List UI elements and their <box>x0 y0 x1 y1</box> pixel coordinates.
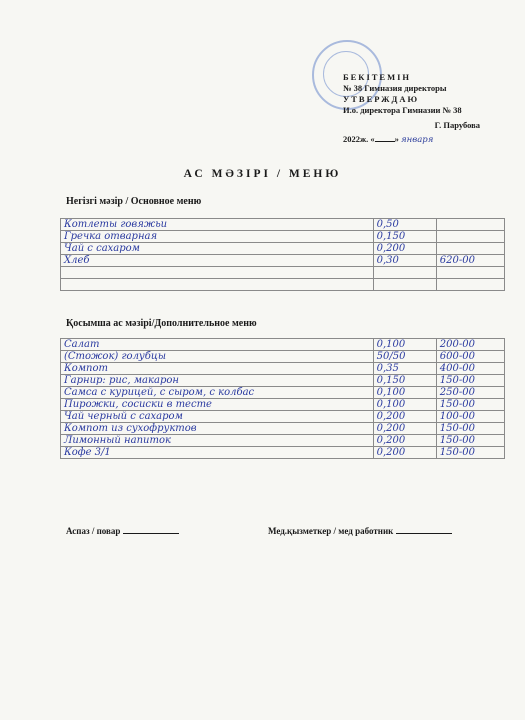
dish-qty: 0,200 <box>373 243 436 255</box>
medic-signature <box>268 526 452 536</box>
table-row <box>61 351 505 363</box>
table-row <box>61 435 505 447</box>
dish-qty <box>373 267 436 279</box>
dish-price: 150-00 <box>436 447 504 459</box>
dish-name: Хлеб <box>61 255 374 267</box>
table-row <box>61 279 505 291</box>
dish-qty: 0,200 <box>373 447 436 459</box>
table-row <box>61 243 505 255</box>
table-row <box>61 255 505 267</box>
table-row <box>61 219 505 231</box>
dish-price: 400-00 <box>436 363 504 375</box>
dish-qty: 0,100 <box>373 339 436 351</box>
dish-price: 150-00 <box>436 435 504 447</box>
approval-date <box>343 134 518 146</box>
table-row <box>61 423 505 435</box>
dish-qty: 0,100 <box>373 399 436 411</box>
medic-label: Мед.қызметкер / мед работник <box>268 526 394 536</box>
dish-qty: 0,200 <box>373 423 436 435</box>
approval-line-1: № 38 Гимназия директоры <box>343 83 447 93</box>
table-row <box>61 387 505 399</box>
dish-price: 150-00 <box>436 423 504 435</box>
date-month: января <box>401 135 434 145</box>
medic-signature-line <box>396 533 452 534</box>
dish-name: Чай черный с сахаром <box>61 411 374 423</box>
dish-name: Салат <box>61 339 374 351</box>
dish-qty: 0,100 <box>373 387 436 399</box>
dish-price: 100-00 <box>436 411 504 423</box>
cook-label: Аспаз / повар <box>66 526 121 536</box>
table-row <box>61 267 505 279</box>
dish-price: 200-00 <box>436 339 504 351</box>
dish-price: 150-00 <box>436 375 504 387</box>
dish-price: 620-00 <box>436 255 504 267</box>
page-title: АС МӘЗІРІ / МЕНЮ <box>183 168 342 180</box>
dish-price <box>436 267 504 279</box>
dish-qty: 0,200 <box>373 411 436 423</box>
cook-signature-line <box>123 533 179 534</box>
dish-name <box>61 279 374 291</box>
dish-price <box>436 243 504 255</box>
dish-qty: 0,50 <box>373 219 436 231</box>
dish-name: Гарнир: рис, макарон <box>61 375 374 387</box>
dish-name: Чай с сахаром <box>61 243 374 255</box>
date-mid: » <box>394 134 399 144</box>
dish-qty: 50/50 <box>373 351 436 363</box>
table-row <box>61 399 505 411</box>
dish-name <box>61 267 374 279</box>
dish-name: Компот <box>61 363 374 375</box>
dish-price: 600-00 <box>436 351 504 363</box>
cook-signature <box>66 526 179 536</box>
dish-name: Компот из сухофруктов <box>61 423 374 435</box>
approval-header: БЕКІТЕМІН <box>343 72 412 82</box>
approval-line-2: УТВЕРЖДАЮ <box>343 94 420 104</box>
approval-line-3: И.о. директора Гимназии № 38 <box>343 105 462 115</box>
table-row <box>61 375 505 387</box>
dish-name: (Стожок) голубцы <box>61 351 374 363</box>
dish-price: 250-00 <box>436 387 504 399</box>
dish-price: 150-00 <box>436 399 504 411</box>
dish-qty: 0,150 <box>373 231 436 243</box>
approval-signer: Г. Парубова <box>434 120 480 130</box>
table-row <box>61 363 505 375</box>
dish-name: Гречка отварная <box>61 231 374 243</box>
main-menu-table <box>60 218 505 291</box>
table-row <box>61 447 505 459</box>
date-day <box>375 141 395 142</box>
dish-name: Котлеты говяжьи <box>61 219 374 231</box>
main-menu-title: Негізгі мәзір / Основное меню <box>66 196 202 207</box>
dish-price <box>436 231 504 243</box>
dish-qty: 0,200 <box>373 435 436 447</box>
approval-block <box>343 72 518 146</box>
date-prefix: 2022ж. « <box>343 134 375 144</box>
dish-qty: 0,150 <box>373 375 436 387</box>
dish-price <box>436 279 504 291</box>
extra-menu-title: Қосымша ас мәзірі/Дополнительное меню <box>66 318 257 329</box>
dish-name: Лимонный напиток <box>61 435 374 447</box>
dish-price <box>436 219 504 231</box>
table-row <box>61 411 505 423</box>
extra-menu-table <box>60 338 505 459</box>
dish-qty <box>373 279 436 291</box>
dish-name: Самса с курицей, с сыром, с колбас <box>61 387 374 399</box>
table-row <box>61 231 505 243</box>
dish-name: Пирожки, сосиски в тесте <box>61 399 374 411</box>
dish-qty: 0,30 <box>373 255 436 267</box>
table-row <box>61 339 505 351</box>
dish-name: Кофе 3/1 <box>61 447 374 459</box>
dish-qty: 0,35 <box>373 363 436 375</box>
